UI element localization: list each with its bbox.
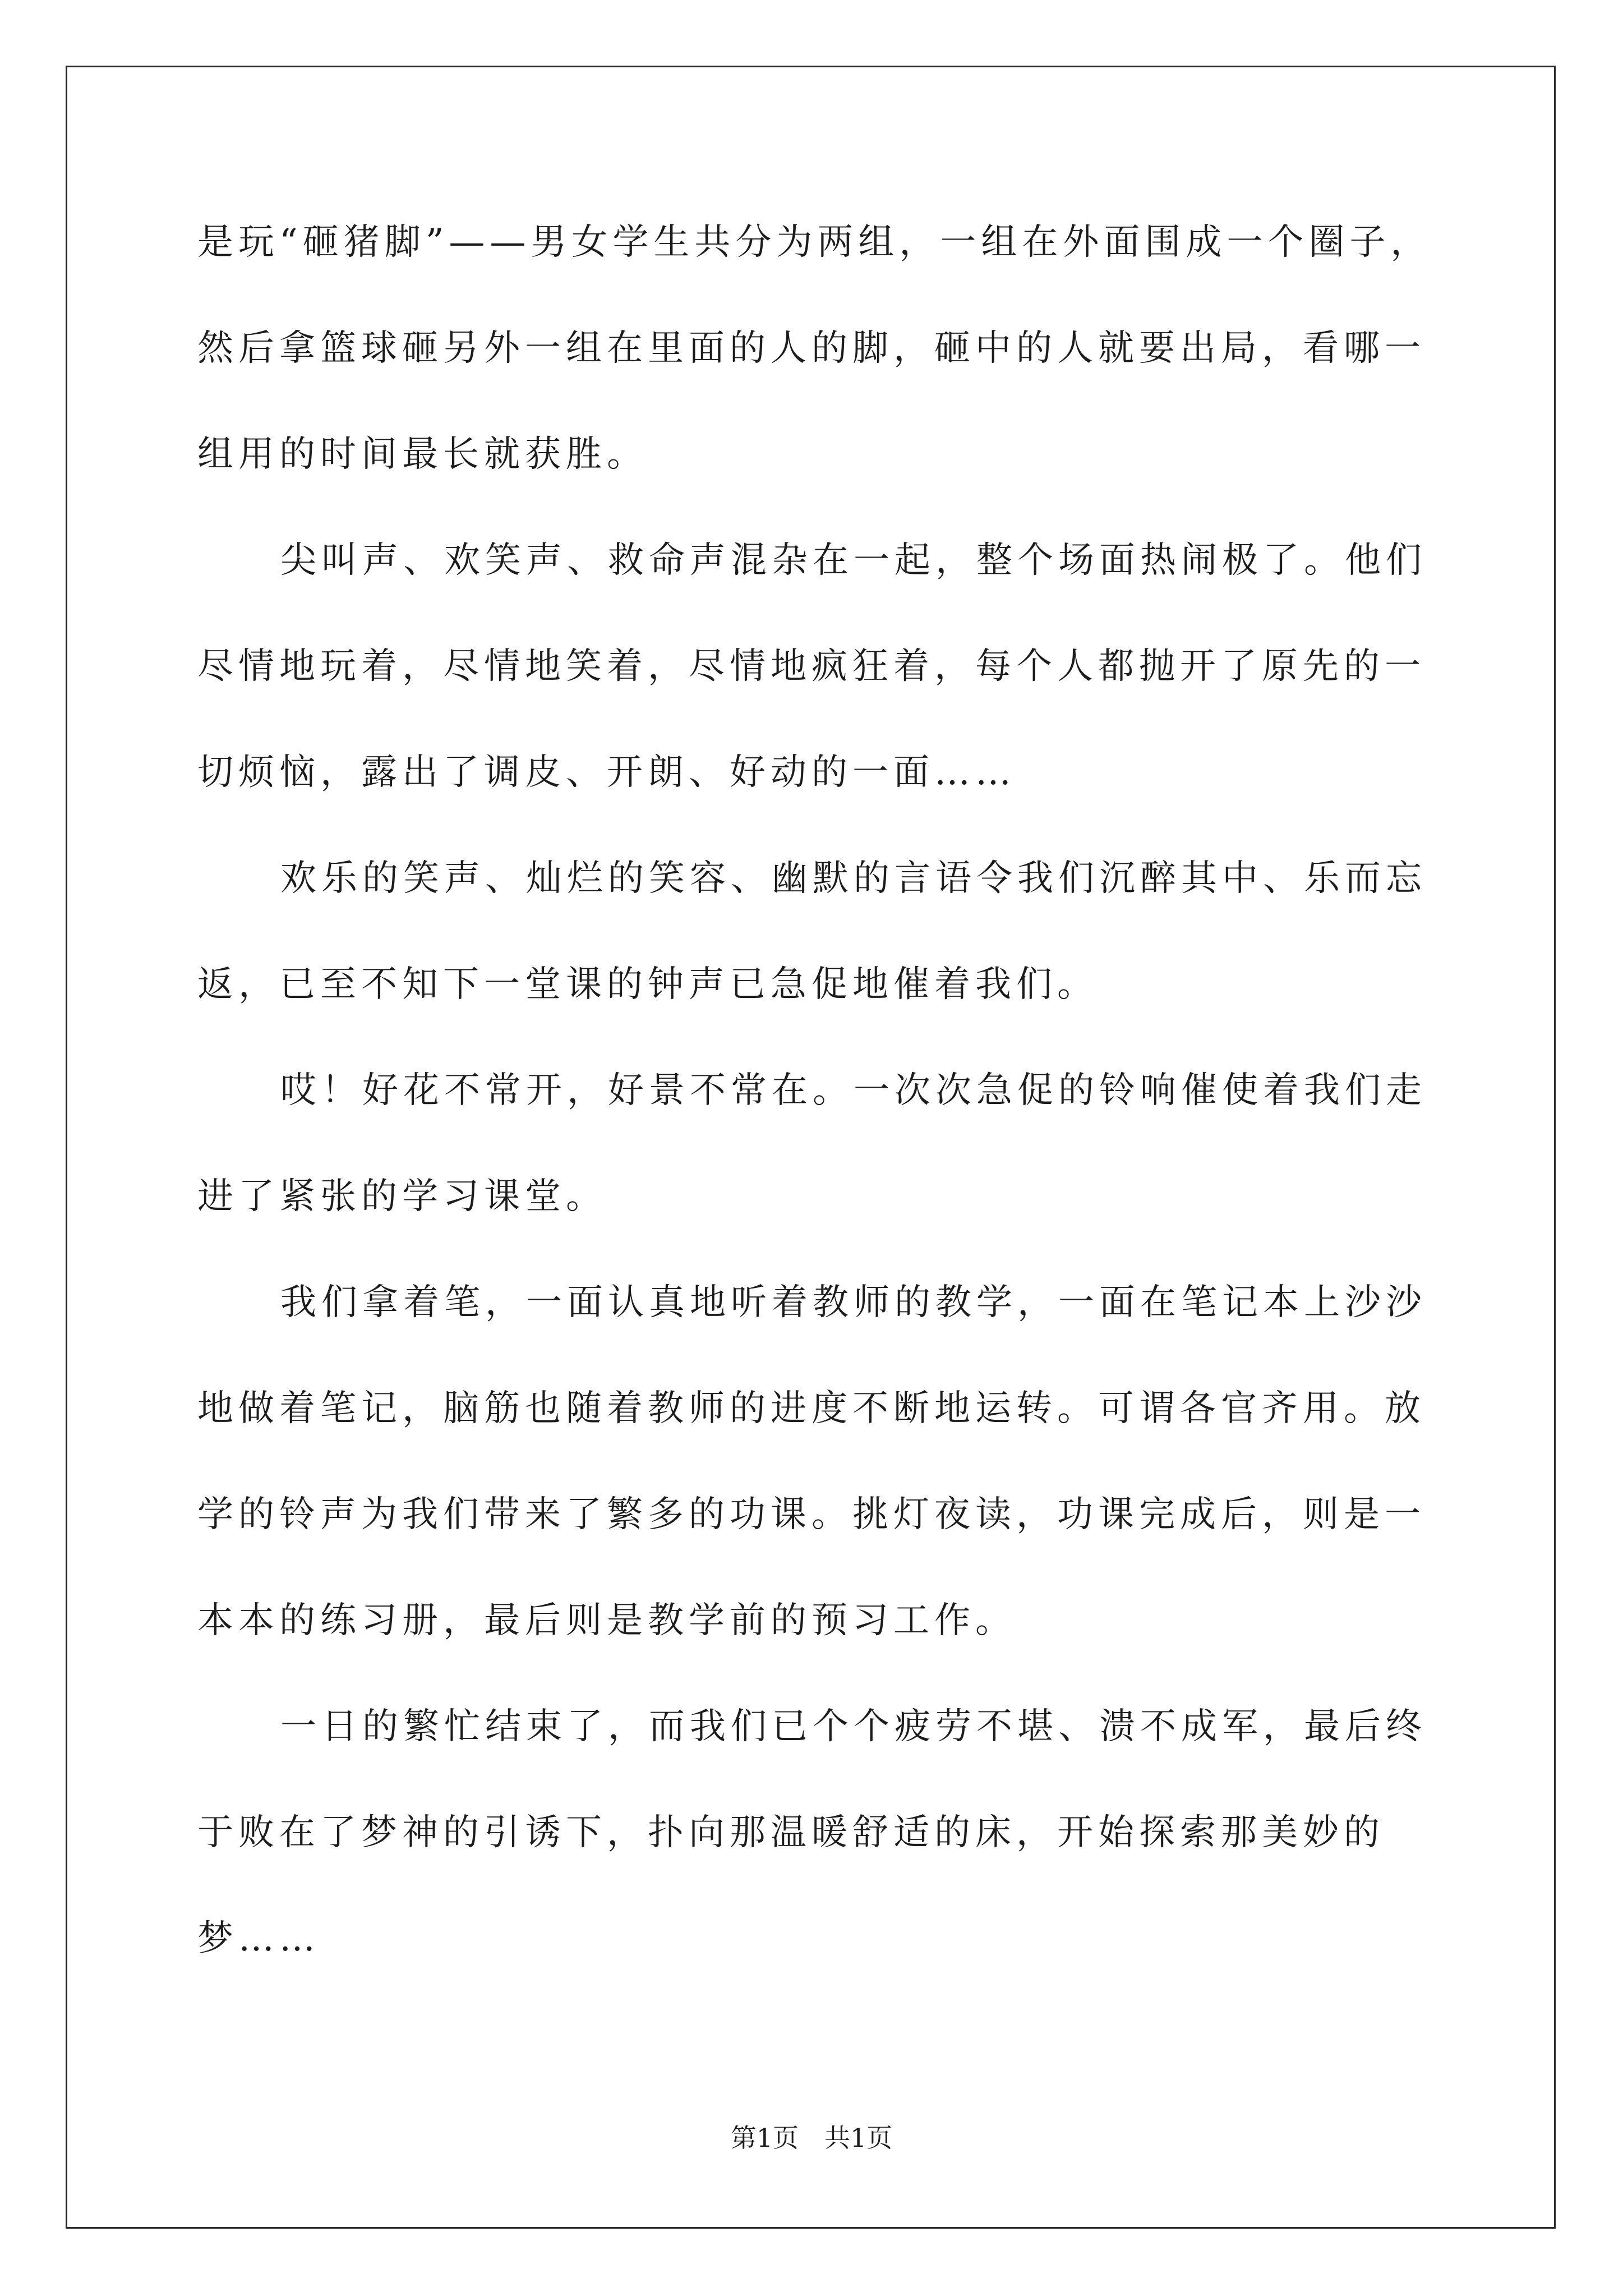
paragraph bbox=[197, 190, 1532, 508]
paragraph bbox=[197, 1038, 1532, 1250]
text-line: 尽情地玩着，尽情地笑着，尽情地疯狂着，每个人都抛开了原先的一 bbox=[197, 646, 1426, 687]
page-footer: 第1页 共1页 bbox=[730, 2123, 893, 2153]
text-line: 组用的时间最长就获胜。 bbox=[197, 434, 648, 475]
text-line: 梦…… bbox=[197, 1918, 320, 1959]
text-line: 是玩“砸猪脚”——男女学生共分为两组，一组在外面围成一个圈子， bbox=[197, 222, 1432, 263]
text-line: 我们拿着笔，一面认真地听着教师的教学，一面在笔记本上沙沙 bbox=[280, 1282, 1427, 1323]
paragraph bbox=[197, 508, 1532, 826]
text-line: 地做着笔记，脑筋也随着教师的进度不断地运转。可谓各官齐用。放 bbox=[197, 1388, 1426, 1429]
text-line: 一日的繁忙结束了，而我们已个个疲劳不堪、溃不成军，最后终 bbox=[280, 1706, 1427, 1747]
text-line: 本本的练习册，最后则是教学前的预习工作。 bbox=[197, 1600, 1016, 1641]
text-line: 进了紧张的学习课堂。 bbox=[197, 1176, 607, 1217]
text-line: 返，已至不知下一堂课的钟声已急促地催着我们。 bbox=[197, 964, 1098, 1005]
text-line: 然后拿篮球砸另外一组在里面的人的脚，砸中的人就要出局，看哪一 bbox=[197, 328, 1426, 369]
text-line: 于败在了梦神的引诱下，扑向那温暖舒适的床，开始探索那美妙的 bbox=[197, 1812, 1385, 1853]
paragraph bbox=[197, 1674, 1532, 1992]
text-line: 哎！好花不常开，好景不常在。一次次急促的铃响催使着我们走 bbox=[280, 1070, 1427, 1111]
text-line: 尖叫声、欢笑声、救命声混杂在一起，整个场面热闹极了。他们 bbox=[280, 540, 1427, 581]
text-line: 欢乐的笑声、灿烂的笑容、幽默的言语令我们沉醉其中、乐而忘 bbox=[280, 858, 1427, 899]
paragraph bbox=[197, 826, 1532, 1038]
paragraph bbox=[197, 1250, 1532, 1674]
text-line: 学的铃声为我们带来了繁多的功课。挑灯夜读，功课完成后，则是一 bbox=[197, 1494, 1426, 1535]
text-line: 切烦恼，露出了调皮、开朗、好动的一面…… bbox=[197, 752, 1016, 793]
body-text bbox=[197, 190, 1532, 1992]
